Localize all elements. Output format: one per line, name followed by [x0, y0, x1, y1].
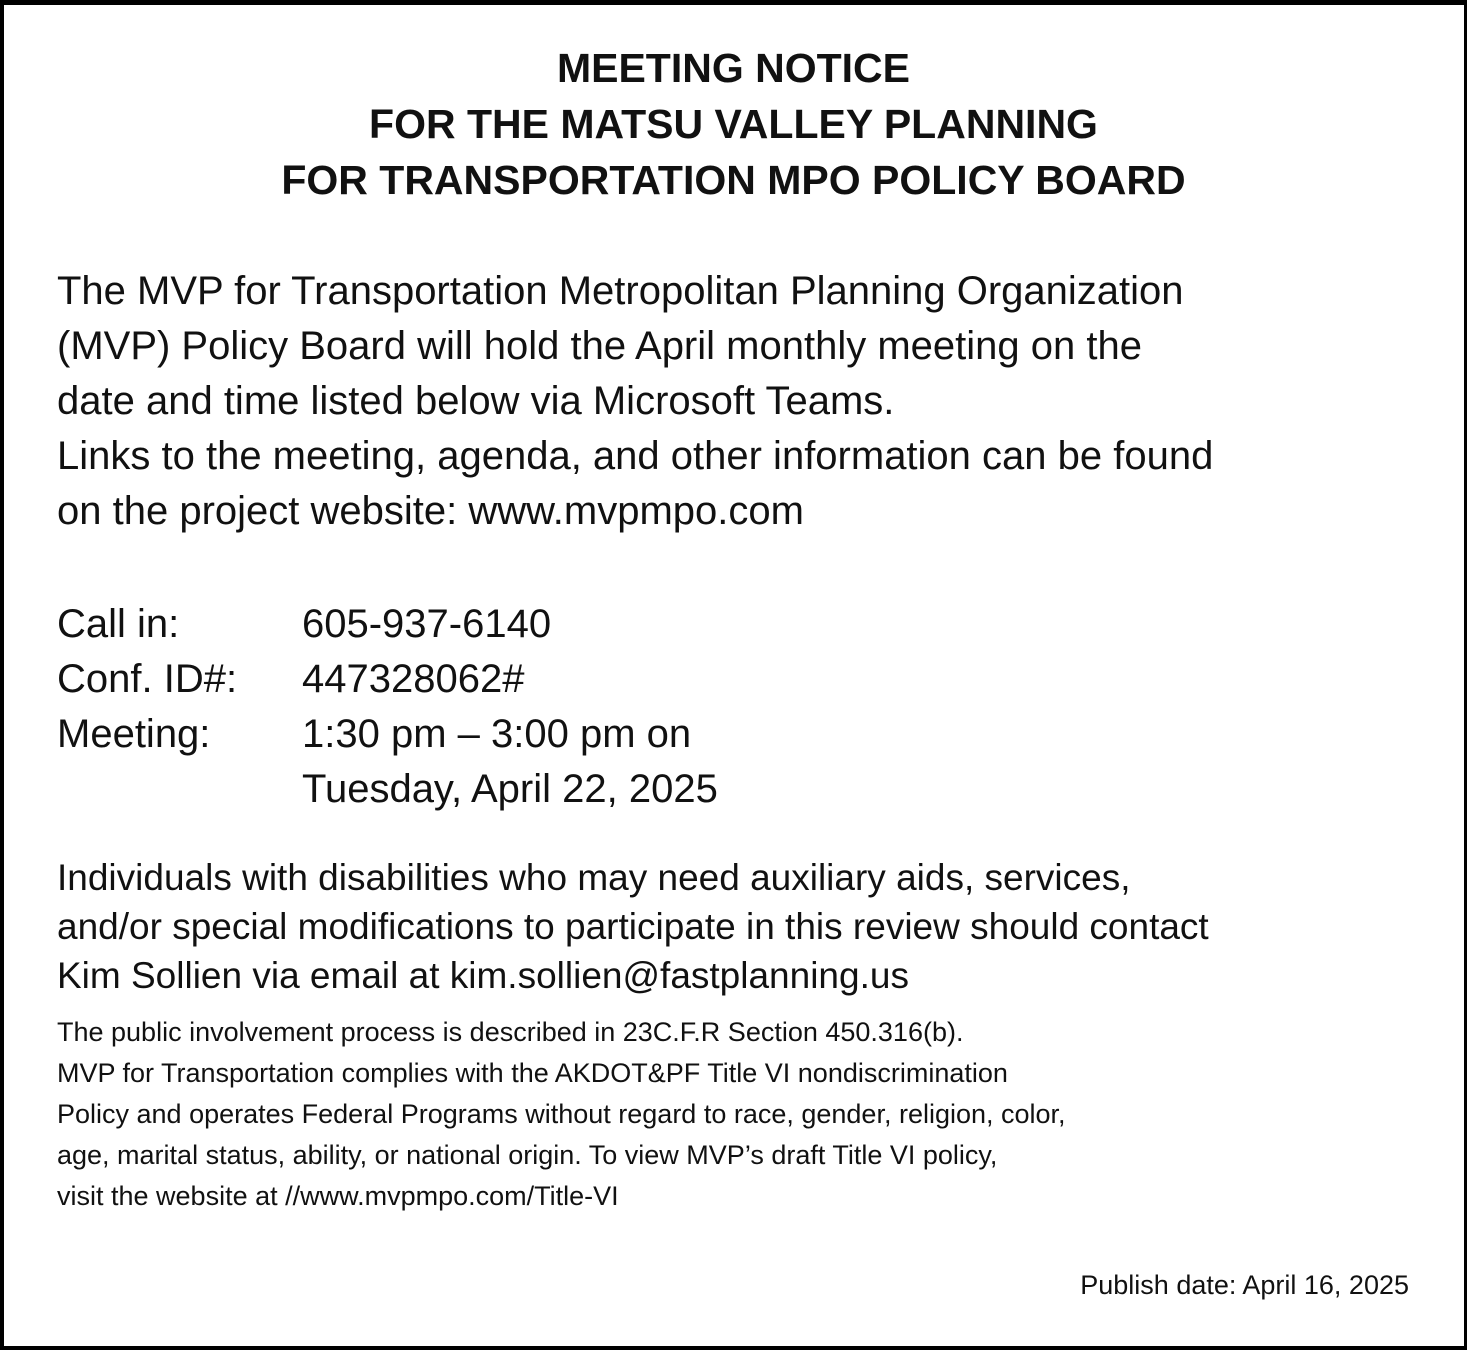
legal-line: MVP for Transportation complies with the AKDOT&PF Title VI nondiscrimination	[57, 1058, 1008, 1088]
legal-paragraph	[57, 1012, 1066, 1217]
legal-line: visit the website at //www.mvpmpo.com/Title-VI	[57, 1181, 619, 1211]
legal-line: Policy and operates Federal Programs without regard to race, gender, religion, color,	[57, 1099, 1066, 1129]
intro-line: The MVP for Transportation Metropolitan Planning Organization	[57, 269, 1184, 313]
title-line: FOR TRANSPORTATION MPO POLICY BOARD	[281, 157, 1186, 203]
conf-id-value: 447328062#	[302, 657, 525, 701]
accessibility-line: Individuals with disabilities who may need auxiliary aids, services,	[57, 857, 1131, 898]
call-in-number: 605-937-6140	[302, 602, 552, 646]
title-line: MEETING NOTICE	[556, 45, 911, 91]
title-line: FOR THE MATSU VALLEY PLANNING	[369, 101, 1098, 147]
intro-line: Links to the meeting, agenda, and other information can be found	[57, 434, 1214, 478]
accessibility-paragraph	[57, 853, 1209, 1000]
meeting-row	[57, 707, 718, 762]
publish-date: Publish date: April 16, 2025	[1080, 1270, 1409, 1300]
accessibility-line: and/or special modifications to participate in this review should contact	[57, 906, 1209, 947]
meeting-date: Tuesday, April 22, 2025	[302, 767, 718, 811]
conf-id-row	[57, 652, 718, 707]
intro-line: (MVP) Policy Board will hold the April monthly meeting on the	[57, 324, 1142, 368]
call-in-label: Call in:	[57, 602, 180, 646]
legal-line: The public involvement process is described in 23C.F.R Section 450.316(b).	[57, 1017, 964, 1047]
intro-line: on the project website: www.mvpmpo.com	[57, 489, 804, 533]
meeting-date-row	[57, 762, 718, 817]
legal-line: age, marital status, ability, or national origin. To view MVP’s draft Title VI policy,	[57, 1140, 998, 1170]
meeting-label: Meeting:	[57, 712, 211, 756]
intro-line: date and time listed below via Microsoft Teams.	[57, 379, 895, 423]
notice-title	[0, 40, 1467, 208]
call-in-row	[57, 597, 718, 652]
meeting-details	[57, 597, 718, 817]
intro-paragraph	[57, 264, 1437, 539]
accessibility-line: Kim Sollien via email at kim.sollien@fastplanning.us	[57, 955, 909, 996]
conf-id-label: Conf. ID#:	[57, 657, 238, 701]
meeting-time: 1:30 pm – 3:00 pm on	[302, 712, 692, 756]
